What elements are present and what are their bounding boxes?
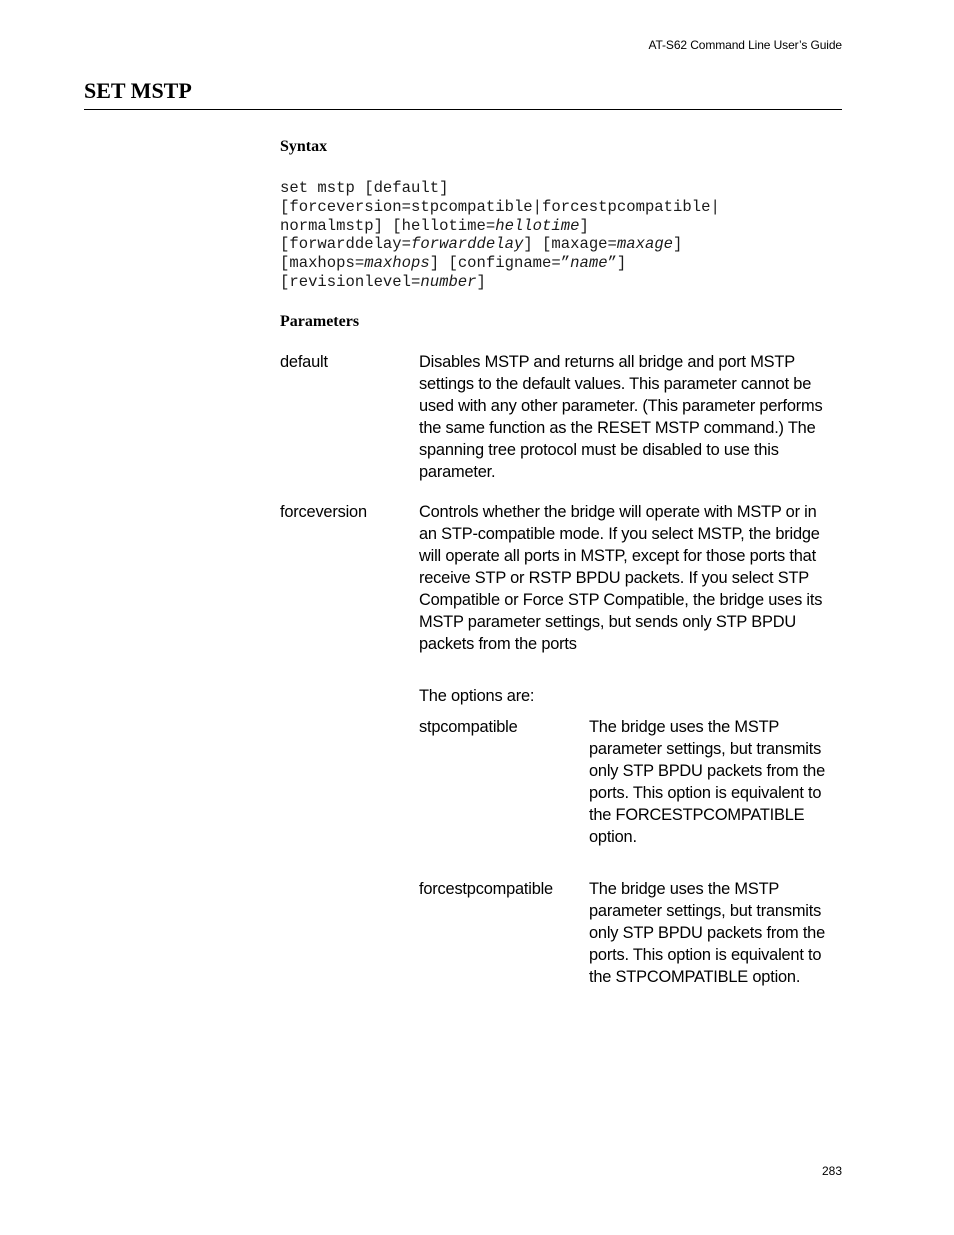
syntax-literal: ] [476, 272, 486, 291]
syntax-literal: ] [maxage= [523, 235, 617, 254]
option-name-forcestpcompatible: forcestpcompatible [419, 880, 553, 898]
syntax-literal: normalmstp] [hellotime= [280, 216, 496, 235]
syntax-literal: ”] [607, 254, 627, 273]
running-header: AT-S62 Command Line User’s Guide [648, 38, 842, 52]
syntax-line [280, 254, 720, 273]
syntax-code-block [280, 179, 720, 292]
title-rule [84, 109, 842, 110]
option-name-stpcompatible: stpcompatible [419, 718, 518, 736]
param-desc-forceversion: Controls whether the bridge will operate with MSTP or in an STP-compatible mode. If you select MSTP, the bridge will operate all ports in MSTP, except for those ports that receive STP or RSTP BPDU packets. If you select STP Compatible or Force STP Compatible, the bridge uses its MSTP parameter settings, but sends only STP BPDU packets from the ports [419, 503, 823, 653]
section-title: SET MSTP [84, 78, 192, 103]
syntax-literal: ] [673, 235, 683, 254]
syntax-literal: [forwarddelay= [280, 235, 412, 254]
parameters-heading: Parameters [280, 313, 360, 330]
option-desc-forcestpcompatible: The bridge uses the MSTP parameter settings, but transmits only STP BPDU packets from the ports. This option is equivalent to the STPCOMPATIBLE option. [589, 880, 826, 986]
syntax-line [280, 198, 720, 217]
syntax-literal: ] [configname=” [429, 254, 571, 273]
syntax-literal: [maxhops= [280, 254, 365, 273]
syntax-literal: set mstp [default] [280, 179, 449, 197]
param-name-forceversion: forceversion [280, 503, 367, 521]
option-desc-stpcompatible: The bridge uses the MSTP parameter settings, but transmits only STP BPDU packets from the ports. This option is equivalent to the FORCESTPCOMPATIBLE option. [589, 718, 826, 846]
param-name-default: default [280, 353, 328, 371]
syntax-literal: [revisionlevel= [280, 272, 421, 291]
syntax-placeholder: hellotime [495, 216, 580, 235]
syntax-line [280, 235, 720, 254]
syntax-heading: Syntax [280, 138, 328, 155]
syntax-literal: ] [579, 216, 589, 235]
syntax-line [280, 217, 720, 236]
syntax-literal: [forceversion=stpcompatible|forcestpcompatible| [280, 197, 720, 216]
syntax-line [280, 179, 720, 198]
syntax-placeholder: number [420, 272, 477, 291]
syntax-placeholder: forwarddelay [411, 235, 524, 254]
syntax-placeholder: name [570, 254, 608, 273]
page-number: 283 [821, 1164, 842, 1178]
options-intro: The options are: [419, 687, 535, 705]
syntax-line [280, 273, 720, 292]
syntax-placeholder: maxhops [364, 254, 430, 273]
param-desc-default: Disables MSTP and returns all bridge and port MSTP settings to the default values. This parameter cannot be used with any other parameter. (This parameter performs the same function as the RESET MSTP command.) The spanning tree protocol must be disabled to use this parameter. [419, 353, 823, 481]
syntax-placeholder: maxage [616, 235, 674, 254]
